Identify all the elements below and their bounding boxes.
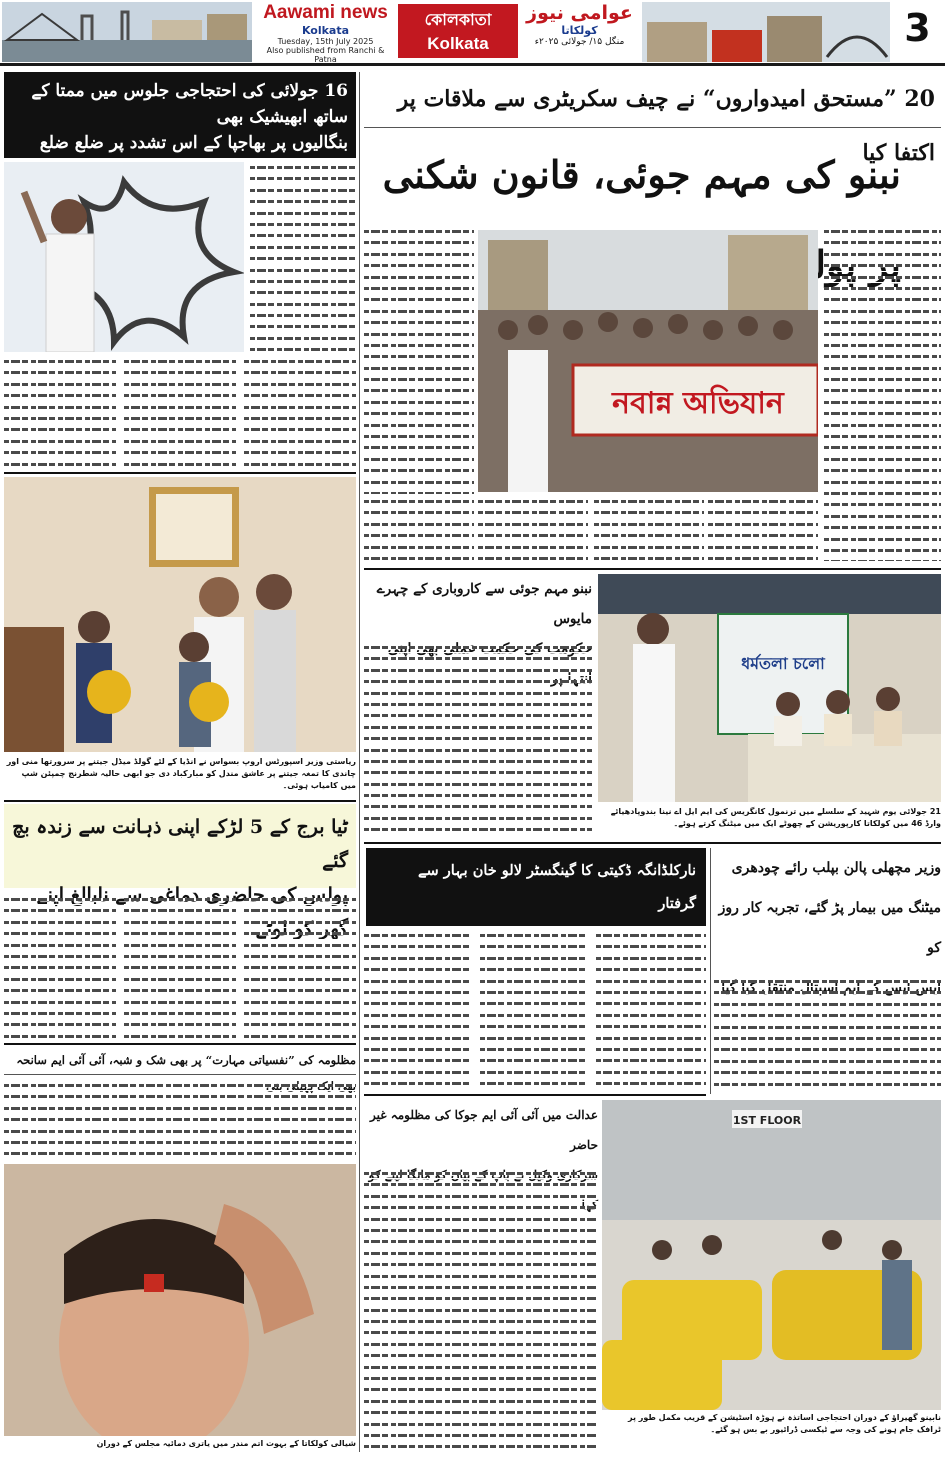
taxi-photo: [602, 1100, 941, 1410]
main-column-3: [364, 226, 474, 494]
english-logo: [258, 2, 393, 62]
english-date: Tuesday, 15th July 2025: [277, 37, 374, 46]
masthead-skyline-photo: [2, 2, 252, 62]
minister-headline-1: وزیر مچھلی پالن بپلب رائے چودھری: [731, 860, 941, 876]
award-caption: ریاستی وزیر اسپورٹس اروپ بسواس نے انڈیا کے لئے گولڈ میڈل جیتنے پر سرورتھا منی اور چاندی کا تمغہ جیتنے پر عاشق مندل کو مبارکباد دی جو ابھی حالیہ شطرنج چمپئن شپ میں کامیاب ہوئی۔: [6, 757, 356, 790]
column-rule: [710, 848, 711, 1094]
minister-headline-2: میٹنگ میں بیمار پڑ گئے، تجربہ کار روز کو: [718, 900, 941, 956]
urdu-date: منگل ۱۵/ جولائی ۲۰۲۵ء: [534, 37, 625, 47]
english-editions: Also published from Ranchi & Patna: [266, 46, 385, 64]
victim-body: [4, 1080, 356, 1160]
story-left-top-column-3: [124, 356, 236, 468]
boys-column-1: [244, 894, 356, 1040]
english-city: Kolkata: [301, 24, 350, 37]
kolkata-logo-box: [398, 4, 518, 58]
business-body: [364, 642, 592, 838]
story-left-top-headline-2: بنگالیوں پر بھاجپا کے اس تشدد پر ضلع ضلع: [39, 133, 348, 153]
main-headline-box: [364, 130, 941, 224]
court-body: [364, 1168, 598, 1452]
main-column-1: [824, 226, 941, 561]
main-column-4: [364, 496, 474, 564]
bengali-title: কোলকাতা: [424, 10, 492, 29]
narcotics-column-1: [596, 930, 706, 1090]
narcotics-headline-1: نارکلڈانگہ ڈکیتی کا گینگسٹر لالو خان بہار سے گرفتار: [418, 862, 696, 912]
protest-banner-text: নবান্ন অভিযান: [612, 386, 784, 421]
divider: [4, 1043, 356, 1045]
main-headline: نبنو کی مہم جوئی، قانون شکنی: [382, 152, 901, 197]
story-left-top-column-2: [244, 356, 356, 468]
column-rule: [359, 72, 360, 1452]
business-headline-1: نبنو مہم جوئی سے کاروباری کے چہرے مایوس: [376, 581, 592, 627]
urdu-title: عوامی نیوز: [526, 2, 633, 24]
main-kicker: 20 ”مستحق امیدواروں“ نے چیف سکریٹری سے ملاقات پر اکتفا کیا: [397, 86, 935, 166]
urdu-logo: [522, 2, 637, 62]
story-left-top-headline-box: [4, 72, 356, 158]
main-column-6: [594, 496, 704, 564]
nabanna-protest-photo: [478, 230, 818, 492]
victim-headline-box: [4, 1047, 356, 1075]
minister-body: [714, 976, 941, 1094]
narcotics-headline-box: [366, 848, 706, 926]
divider: [364, 842, 941, 844]
divider: [4, 472, 356, 474]
main-column-2: [708, 496, 818, 564]
masthead-heritage-photo: [642, 2, 890, 62]
kolkata-title: Kolkata: [427, 34, 489, 53]
taxi-sign-text: 1ST FLOOR: [732, 1114, 802, 1127]
divider: [364, 568, 941, 570]
temple-caption: شیالی کولکاتا کے بہوت اتم مندر میں یاتری دمائیہ مجلس کے دوران: [96, 1439, 356, 1448]
victim-headline: مظلومہ کی ”نفسیاتی مہارت“ پر بھی شک و شبہ، آئی آئی ایم سانحہ: [16, 1053, 356, 1067]
court-headline-1: عدالت میں آئی آئی ایم جوکا کی مظلومہ غیر حاضر: [370, 1108, 598, 1152]
taxi-caption: نابینو گھیراؤ کے دوران احتجاجی اساتذہ نے ہوڑہ اسٹیشن کے قریب مکمل طور پر ٹرافک جام ہونے کی وجہ سے ٹیکسی ڈرائیور بے بس ہو گئے۔: [627, 1413, 941, 1434]
story-left-top-headline-1: 16 جولائی کی احتجاجی جلوس میں ممتا کے ساتھ ابھیشیک بھی: [31, 81, 348, 127]
business-headline-box: [364, 574, 592, 638]
mamata-rally-photo: [4, 162, 244, 352]
main-kicker-box: [364, 72, 941, 166]
page-number: 3: [904, 6, 931, 50]
main-column-5: [478, 496, 588, 564]
narcotics-column-3: [364, 930, 472, 1090]
meeting-caption: 21 جولائی یوم شہید کے سلسلے میں ترنمول کانگریس کی ایم ایل اے نینا بندوپادھیائے وارڈ 46 میں کولکاتا کارپوریشن کے چھوٹے ایک میں میٹنگ کرتے ہوئے۔: [610, 807, 941, 828]
boys-column-2: [124, 894, 236, 1040]
english-title: Aawami news: [263, 2, 388, 23]
divider: [364, 1094, 706, 1096]
boys-column-3: [4, 894, 116, 1040]
story-left-top-column-1: [250, 162, 356, 352]
boys-headline-box: [4, 804, 356, 888]
temple-photo: [4, 1164, 356, 1436]
story-left-top-column-4: [4, 356, 116, 468]
minister-headline-box: [714, 848, 941, 972]
boys-headline-1: ٹیا برج کے 5 لڑکے اپنی ذہانت سے زندہ بچ گئے: [12, 816, 348, 872]
award-photo: [4, 477, 356, 752]
masthead: [0, 0, 945, 66]
urdu-city: کولکاتا: [561, 24, 598, 37]
tmc-meeting-photo: [598, 574, 941, 802]
divider: [4, 800, 356, 802]
court-headline-box: [364, 1100, 598, 1164]
meeting-banner-text: ধর্মতলা চলো: [741, 654, 825, 673]
narcotics-column-2: [480, 930, 588, 1090]
